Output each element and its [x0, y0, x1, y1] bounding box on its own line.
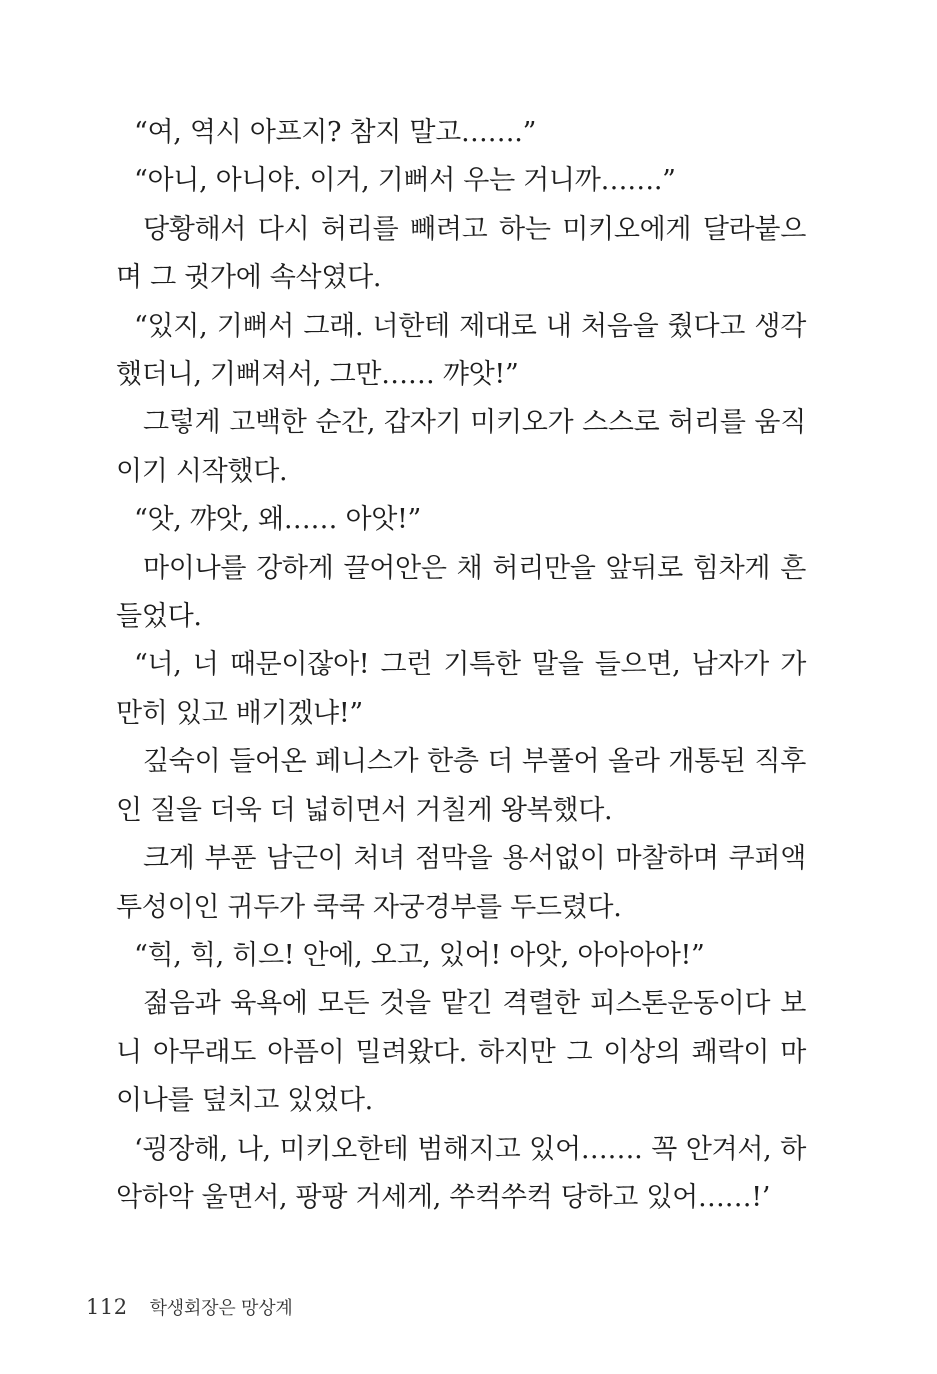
paragraph-narration: 당황해서 다시 허리를 빼려고 하는 미키오에게 달라붙으며 그 귓가에 속삭였다. [116, 213, 806, 294]
paragraph-dialog: “힉, 힉, 히으! 안에, 오고, 있어! 아앗, 아아아아!” [134, 939, 705, 971]
paragraph-narration: 젊음과 육욕에 모든 것을 맡긴 격렬한 피스톤운동이다 보니 아무래도 아픔이 밀려왔다. 하지만 그 이상의 쾌락이 마이나를 덮치고 있었다. [116, 988, 806, 1117]
paragraph-dialog: “있지, 기뻐서 그래. 너한테 제대로 내 처음을 줬다고 생각했더니, 기뻐져서, 그만…… 꺄앗!” [116, 310, 806, 391]
book-title: 학생회장은 망상계 [149, 1298, 293, 1319]
body-text [116, 109, 806, 1222]
page-footer [86, 1294, 293, 1320]
paragraph-dialog: “너, 너 때문이잖아! 그런 기특한 말을 들으면, 남자가 가만히 있고 배기겠냐!” [116, 649, 806, 729]
paragraph-narration: 크게 부푼 남근이 처녀 점막을 용서없이 마찰하며 쿠퍼액투성이인 귀두가 쿡쿡 자궁경부를 두드렸다. [116, 843, 806, 923]
page-number: 112 [86, 1295, 128, 1319]
paragraph-narration: 마이나를 강하게 끌어안은 채 허리만을 앞뒤로 힘차게 흔들었다. [116, 552, 806, 633]
paragraph-dialog: “여, 역시 아프지? 참지 말고…….” [134, 117, 537, 148]
paragraph-dialog: “앗, 꺄앗, 왜…… 아앗!” [134, 504, 422, 536]
paragraph-narration: 그렇게 고백한 순간, 갑자기 미키오가 스스로 허리를 움직이기 시작했다. [116, 407, 806, 487]
paragraph-dialog: “아니, 아니야. 이거, 기뻐서 우는 거니까…….” [134, 165, 676, 197]
paragraph-thought: ‘굉장해, 나, 미키오한테 범해지고 있어……. 꼭 안겨서, 하악하악 울면서, 팡팡 거세게, 쑤컥쑤컥 당하고 있어……!’ [116, 1133, 806, 1213]
paragraph-narration: 깊숙이 들어온 페니스가 한층 더 부풀어 올라 개통된 직후인 질을 더욱 더 넓히면서 거칠게 왕복했다. [116, 746, 806, 826]
